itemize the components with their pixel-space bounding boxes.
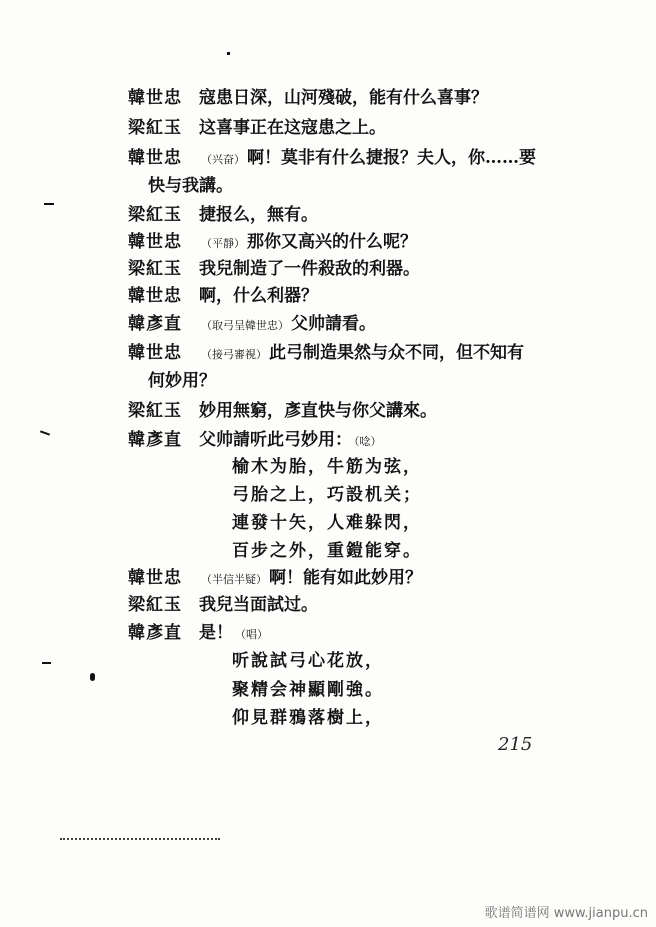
- speaker-name: 梁紅玉: [128, 118, 182, 138]
- dialogue-text: 妙用無窮，彥直快与你父講來。: [199, 401, 437, 421]
- dialogue-text: [199, 619, 270, 649]
- dialogue-line: [0, 426, 656, 454]
- speaker-name: 韓世忠: [128, 148, 182, 168]
- dialogue-text-main: 啊！能有如此妙用？: [269, 568, 422, 588]
- scan-dot-top: [227, 52, 230, 55]
- verse-text: 百步之外，重鎧能穿。: [232, 541, 422, 561]
- dialogue-text: 这喜事正在这寇患之上。: [199, 118, 386, 138]
- watermark: 歌谱简谱网 www.jianpu.cn: [484, 906, 648, 921]
- speaker-name: 梁紅玉: [128, 259, 182, 279]
- speaker-name: 韓世忠: [128, 88, 182, 108]
- verse-line: [0, 509, 656, 537]
- stage-direction: （兴奋）: [201, 153, 245, 166]
- speaker-name: 韓世忠: [128, 232, 182, 252]
- stage-direction: （半信半疑）: [201, 573, 267, 586]
- verse-text: 仰見群鴉落樹上，: [232, 708, 384, 728]
- verse-text: 听說試弓心花放，: [232, 651, 384, 671]
- dialogue-text-main: 那你又高兴的什么呢？: [247, 232, 417, 252]
- dialogue-line: [0, 564, 656, 592]
- dialogue-text: [199, 144, 536, 174]
- scan-dots-bottom: [60, 838, 220, 843]
- dialogue-text-main: 父帅請看。: [291, 314, 376, 334]
- speaker-name: 韓世忠: [128, 343, 182, 363]
- speaker-name: 梁紅玉: [128, 401, 182, 421]
- dialogue-continuation: [0, 172, 656, 200]
- dialogue-text: 我兒当面試过。: [199, 595, 318, 615]
- dialogue-text: [199, 310, 376, 340]
- dialogue-line: [0, 397, 656, 425]
- verse-line: [0, 704, 656, 732]
- dialogue-line: [0, 282, 656, 310]
- verse-text: 榆木为胎，牛筋为弦，: [232, 457, 422, 477]
- dialogue-text: 寇患日深，山河殘破，能有什么喜事？: [199, 88, 488, 108]
- stage-direction: （接弓審視）: [201, 348, 267, 361]
- verse-text: 聚精会神顯剛強。: [232, 680, 384, 700]
- speaker-name: 韓世忠: [128, 568, 182, 588]
- verse-line: [0, 647, 656, 675]
- dialogue-text: [199, 564, 422, 594]
- continuation-text: 何妙用？: [148, 371, 216, 391]
- stage-direction: （唱）: [235, 628, 268, 641]
- dialogue-continuation: [0, 367, 656, 395]
- dialogue-text: [199, 228, 417, 258]
- dialogue-text: [199, 339, 524, 369]
- speaker-name: 韓彥直: [128, 623, 182, 643]
- verse-line: [0, 453, 656, 481]
- dialogue-line: [0, 114, 656, 142]
- dialogue-text: 我兒制造了一件殺敌的利器。: [199, 259, 420, 279]
- verse-line: [0, 676, 656, 704]
- speaker-name: 梁紅玉: [128, 595, 182, 615]
- dialogue-line: [0, 144, 656, 172]
- dialogue-text: 啊，什么利器？: [199, 286, 318, 306]
- dialogue-text-main: 此弓制造果然与众不同，但不知有: [269, 343, 524, 363]
- dialogue-line: [0, 255, 656, 283]
- speaker-name: 韓彥直: [128, 430, 182, 450]
- speaker-name: 韓世忠: [128, 286, 182, 306]
- verse-text: 弓胎之上，巧設机关；: [232, 485, 422, 505]
- dialogue-text: [199, 426, 384, 456]
- continuation-text: 快与我講。: [148, 176, 233, 196]
- dialogue-line: [0, 310, 656, 338]
- dialogue-line: [0, 84, 656, 112]
- stage-direction: （平靜）: [201, 237, 245, 250]
- verse-line: [0, 537, 656, 565]
- dialogue-text: 捷报么，無有。: [199, 205, 318, 225]
- dialogue-line: [0, 619, 656, 647]
- dialogue-text-main: 啊！莫非有什么捷报？夫人，你……要: [247, 148, 536, 168]
- verse-line: [0, 481, 656, 509]
- dialogue-text-main: 是！: [199, 623, 233, 643]
- dialogue-line: [0, 591, 656, 619]
- dialogue-line: [0, 228, 656, 256]
- stage-direction: （唸）: [354, 435, 382, 448]
- dialogue-line: [0, 339, 656, 367]
- dialogue-text-main: 父帅請听此弓妙用：: [199, 430, 352, 450]
- dialogue-line: [0, 201, 656, 229]
- stage-direction: （取弓呈韓世忠）: [201, 319, 289, 332]
- speaker-name: 韓彥直: [128, 314, 182, 334]
- verse-text: 連發十矢，人难躲閃，: [232, 513, 422, 533]
- page-number: 215: [498, 734, 533, 755]
- speaker-name: 梁紅玉: [128, 205, 182, 225]
